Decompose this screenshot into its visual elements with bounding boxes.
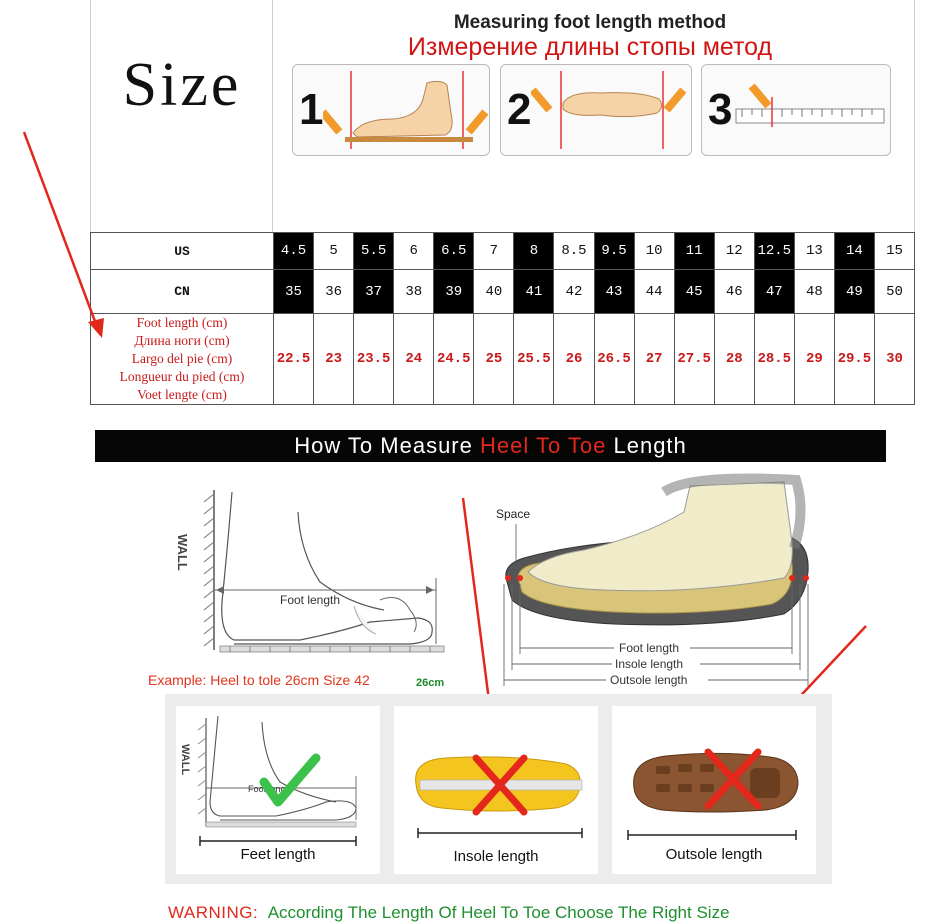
cn-size-cell: 48 xyxy=(794,270,834,314)
cn-size-cell: 47 xyxy=(754,270,794,314)
cn-size-cell: 35 xyxy=(274,270,314,314)
foot-length-label-nl: Voet lengte (cm) xyxy=(137,387,227,402)
banner-text-1: How To Measure xyxy=(294,433,480,458)
feet-length-label: Feet length xyxy=(240,846,316,863)
cn-size-cell: 36 xyxy=(314,270,354,314)
warning-text: According The Length Of Heel To Toe Choose The Right Size xyxy=(267,903,730,922)
space-label: Space xyxy=(496,507,531,521)
cn-size-cell: 38 xyxy=(394,270,434,314)
foot-length-cell: 24 xyxy=(394,314,434,405)
foot-length-cell: 27 xyxy=(634,314,674,405)
panel-wall-label: WALL xyxy=(179,744,191,776)
us-size-cell: 5.5 xyxy=(354,233,394,270)
left-wall-label: WALL xyxy=(175,534,190,571)
method-title-ru: Измерение длины стопы метод xyxy=(407,33,773,61)
warning-line xyxy=(168,903,730,923)
us-size-cell: 6 xyxy=(394,233,434,270)
foot-length-cell: 25 xyxy=(474,314,514,405)
step-number-1: 1 xyxy=(299,85,324,134)
method-step-3-panel xyxy=(701,64,891,156)
cn-size-cell: 39 xyxy=(434,270,474,314)
ruler-icon xyxy=(732,69,887,153)
us-size-cell: 6.5 xyxy=(434,233,474,270)
foot-length-label-es: Largo del pie (cm) xyxy=(131,351,233,366)
us-size-cell: 12.5 xyxy=(754,233,794,270)
foot-length-label-en: Foot length (cm) xyxy=(136,315,228,330)
foot-top-icon xyxy=(531,69,691,153)
foot-length-cell: 22.5 xyxy=(274,314,314,405)
outsole-length-bracket xyxy=(626,828,798,842)
warning-lead: WARNING: xyxy=(168,903,259,922)
us-size-cell: 15 xyxy=(874,233,914,270)
size-chart-table xyxy=(90,232,915,405)
example-cm-mark: 26cm xyxy=(416,677,445,689)
step-number-2: 2 xyxy=(507,85,532,134)
outsole-length-panel xyxy=(612,706,816,874)
cn-size-cell: 46 xyxy=(714,270,754,314)
cn-size-cell: 43 xyxy=(594,270,634,314)
method-title-en: Measuring foot length method xyxy=(453,12,727,33)
banner-highlight: Heel To Toe xyxy=(479,433,607,458)
insole-length-label: Insole length xyxy=(453,848,539,865)
foot-length-label-fr: Longueur du pied (cm) xyxy=(119,369,245,384)
foot-length-cell: 25.5 xyxy=(514,314,554,405)
foot-length-cell: 28 xyxy=(714,314,754,405)
method-step-1-panel xyxy=(292,64,490,156)
left-foot-length-label: Foot length xyxy=(280,593,341,607)
foot-length-cell: 29.5 xyxy=(834,314,874,405)
cn-size-row xyxy=(91,270,915,314)
foot-side-icon xyxy=(323,69,488,153)
us-size-cell: 13 xyxy=(794,233,834,270)
foot-length-cell: 23.5 xyxy=(354,314,394,405)
us-size-cell: 12 xyxy=(714,233,754,270)
cn-size-cell: 41 xyxy=(514,270,554,314)
cn-size-cell: 45 xyxy=(674,270,714,314)
insole-length-panel xyxy=(394,706,598,874)
insole-wrong-icon xyxy=(406,750,586,822)
banner-text-3: Length xyxy=(606,433,687,458)
foot-against-wall-diagram xyxy=(170,482,460,666)
panel-foot-tag: Foot length xyxy=(248,784,294,794)
cn-size-cell: 49 xyxy=(834,270,874,314)
foot-length-cell: 23 xyxy=(314,314,354,405)
feet-length-panel xyxy=(176,706,380,874)
us-size-cell: 9.5 xyxy=(594,233,634,270)
cn-size-cell: 42 xyxy=(554,270,594,314)
foot-length-cell: 28.5 xyxy=(754,314,794,405)
foot-length-row xyxy=(91,314,915,405)
us-size-cell: 5 xyxy=(314,233,354,270)
right-outsole-length-label: Outsole length xyxy=(610,673,688,687)
us-size-cell: 7 xyxy=(474,233,514,270)
cn-size-cell: 37 xyxy=(354,270,394,314)
foot-length-cell: 27.5 xyxy=(674,314,714,405)
foot-length-cell: 24.5 xyxy=(434,314,474,405)
method-step-2-panel xyxy=(500,64,692,156)
foot-length-cell: 30 xyxy=(874,314,914,405)
example-caption: Example: Heel to tole 26cm Size 42 xyxy=(148,672,370,688)
measure-banner xyxy=(95,430,886,462)
us-label: US xyxy=(91,233,274,270)
red-arrow-icon xyxy=(18,128,118,343)
us-size-row xyxy=(91,233,915,270)
foot-length-cell: 26.5 xyxy=(594,314,634,405)
step-number-3: 3 xyxy=(708,85,733,134)
us-size-cell: 4.5 xyxy=(274,233,314,270)
size-title: Size xyxy=(122,51,242,119)
us-size-cell: 14 xyxy=(834,233,874,270)
cn-size-cell: 50 xyxy=(874,270,914,314)
header-divider xyxy=(272,0,273,232)
cn-label: CN xyxy=(91,270,274,314)
cn-size-cell: 44 xyxy=(634,270,674,314)
insole-length-bracket xyxy=(416,826,586,840)
right-insole-length-label: Insole length xyxy=(615,657,684,671)
us-size-cell: 8 xyxy=(514,233,554,270)
right-foot-length-label: Foot length xyxy=(619,641,680,655)
foot-measure-correct-icon xyxy=(176,710,380,830)
foot-length-label-ru: Длина ноги (cm) xyxy=(134,333,230,348)
foot-length-cell: 29 xyxy=(794,314,834,405)
us-size-cell: 8.5 xyxy=(554,233,594,270)
outsole-length-label: Outsole length xyxy=(665,846,763,863)
outsole-wrong-icon xyxy=(626,744,806,818)
us-size-cell: 10 xyxy=(634,233,674,270)
foot-length-cell: 26 xyxy=(554,314,594,405)
us-size-cell: 11 xyxy=(674,233,714,270)
cn-size-cell: 40 xyxy=(474,270,514,314)
